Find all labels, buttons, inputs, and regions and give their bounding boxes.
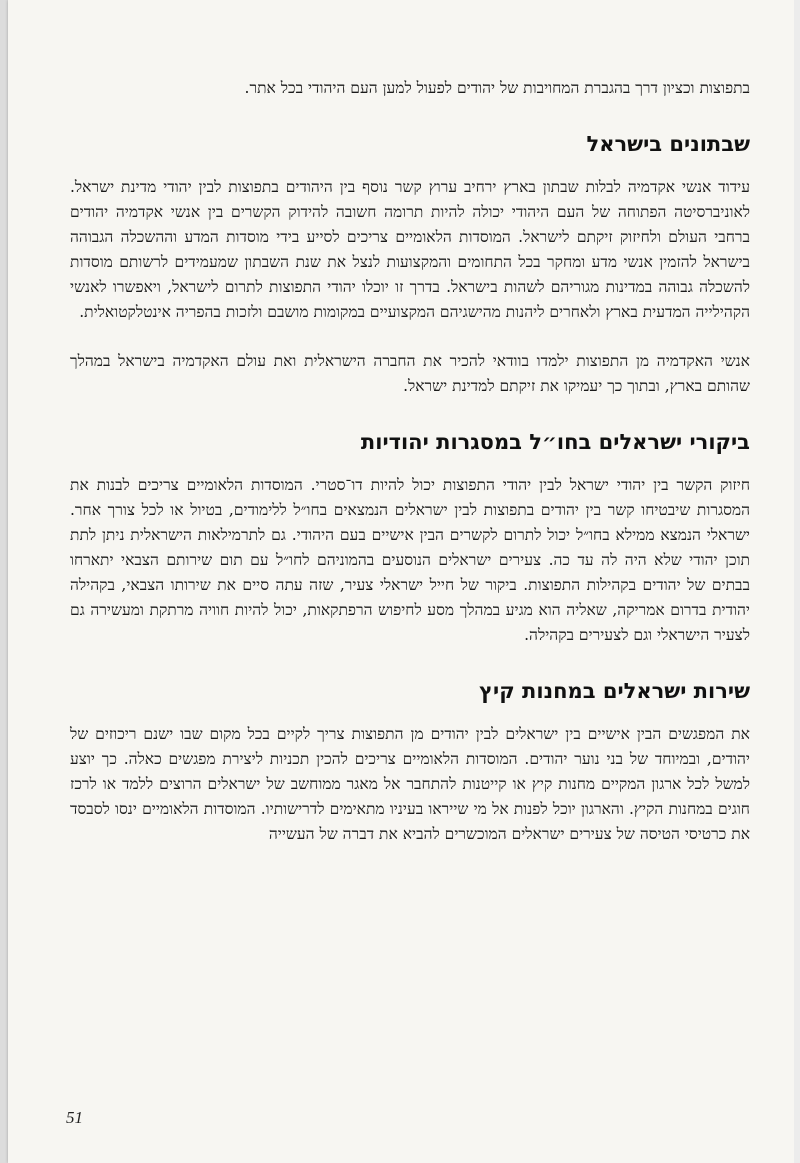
document-page	[8, 0, 794, 1163]
scan-edge	[794, 0, 800, 1163]
summer-camps-paragraph: את המפגשים הבין אישיים בין ישראלים לבין יהודים מן התפוצות צריך לקיים בכל מקום שבו ישנם ריכוזים של יהודים, ובמיוחד של בני נוער יהודים. המוסדות הלאומיים צריכים להכין תכניות ליצירת מפגשים כאלה. כך יוצע למשל לכל ארגון המקיים מחנות קיץ או קייטנות להתחבר אל מאגר ממוחשב של ישראלים הרוצים ללמד או לרכז חוגים במחנות הקיץ. והארגון יוכל לפנות אל מי שייראו בעיניו מתאימים לדרישותיו. המוסדות הלאומיים ינסו לסבסד את כרטיסי הטיסה של צעירים ישראלים המוכשרים להביא את דברה של העשייה	[70, 725, 750, 843]
page-body	[70, 76, 750, 847]
section-title-summer-camps: שירות ישראלים במחנות קיץ	[479, 679, 750, 703]
section-title-sabbaticals: שבתונים בישראל	[586, 132, 750, 156]
sabbaticals-paragraph-2: אנשי האקדמיה מן התפוצות ילמדו בוודאי להכיר את החברה הישראלית ואת עולם האקדמיה בישראל במהלך שהותם בארץ, ובתוך כך יעמיקו את זיקתם למדינת ישראל.	[70, 352, 750, 395]
intro-paragraph: בתפוצות וכציון דרך בהגברת המחויבות של יהודים לפעול למען העם היהודי בכל אתר.	[244, 79, 750, 97]
israeli-visits-paragraph: חיזוק הקשר בין יהודי ישראל לבין יהודי התפוצות יכול להיות דו־סטרי. המוסדות הלאומיים צריכים לבנות את המסגרות שיבטיחו קשר בין יהודים בתפוצות לבין ישראלים הנמצאים בחו״ל ללימודים, בטיול או לכל צורך אחר. ישראלי הנמצא ממילא בחו״ל יכול לתרום לקשרים הבין אישיים בעם היהודי. גם לתרמילאות הישראלית ניתן לתת תוכן יהודי שלא היה לה עד כה. צעירים ישראלים הנוסעים בהמוניהם לחו״ל עם תום שירותם הצבאי יתארחו בבתים של יהודים בקהילות התפוצות. ביקור של חייל ישראלי צעיר, שזה עתה סיים את שירותו הצבאי, בקהילה יהודית בדרום אמריקה, שאליה הוא מגיע במהלך מסע לחיפוש הרפתקאות, יכול להיות חוויה מרתקת ומעשירה גם לצעיר הישראלי וגם לצעירים בקהילה.	[70, 476, 750, 644]
page-number: 51	[66, 1108, 83, 1127]
section-title-israeli-visits: ביקורי ישראלים בחו״ל במסגרות יהודיות	[360, 430, 750, 454]
sabbaticals-paragraph-1: עידוד אנשי אקדמיה לבלות שבתון בארץ ירחיב ערוץ קשר נוסף בין היהודים בתפוצות לבין יהודי מדינת ישראל. לאוניברסיטה הפתוחה של העם היהודי יכולה להיות תרומה חשובה להידוק הקשרים בין אנשי אקדמיה יהודים ברחבי העולם ולחיזוק זיקתם לישראל. המוסדות הלאומיים צריכים לסייע בידי מוסדות המדע וההשכלה הגבוהה בישראל להזמין אנשי מדע ומחקר בכל התחומים והמקצועות לנצל את שנת השבתון שמעמידים לרשותם מוסדות להשכלה גבוהה במדינות מגוריהם לשהות בישראל. בדרך זו יוכלו יהודי התפוצות לתרום לישראל, ויאפשרו לאנשי הקהילייה המדעית בארץ ולאחרים ליהנות מהישגיהם המקצועיים במקומות מושבם ולזכות בהפריה אינטלקטואלית.	[70, 178, 750, 321]
